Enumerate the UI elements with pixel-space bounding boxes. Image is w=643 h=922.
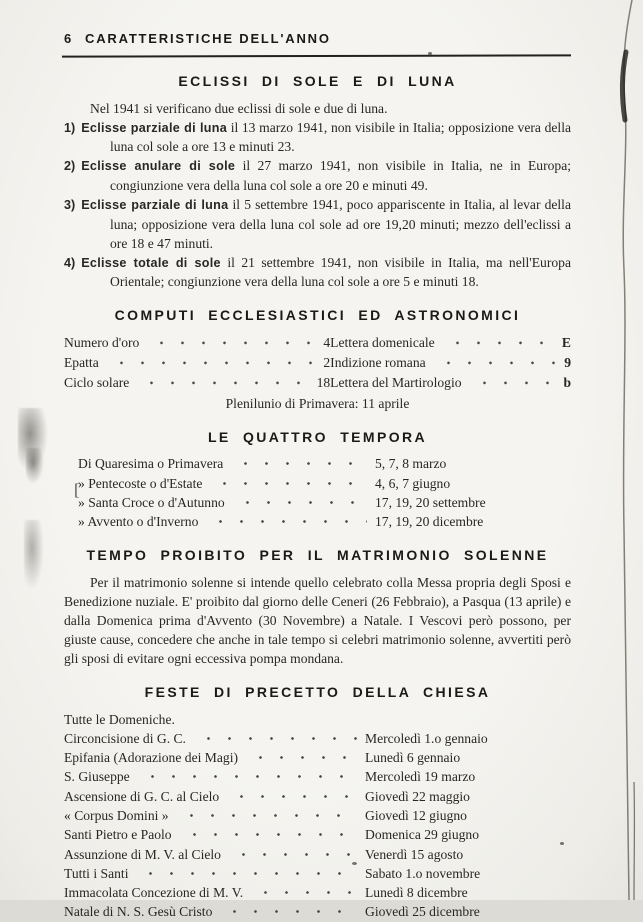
dot-leader [233, 493, 367, 512]
plenilunio-note: Plenilunio di Primavera: 11 aprile [225, 395, 410, 411]
dot-leader [251, 883, 357, 902]
eclipse-entry-type: Eclisse totale di sole [81, 255, 221, 270]
dot-leader [138, 767, 357, 786]
feast-label: Tutti i Santi [64, 865, 129, 881]
feast-label: « Corpus Domini » [64, 807, 169, 823]
tempora-label: » Avvento o d'Inverno [78, 514, 199, 530]
computi-value: 9 [564, 354, 571, 370]
computi-value: 2 [323, 354, 331, 370]
tempora-row [64, 512, 571, 531]
feast-day: Lunedì 8 dicembre [365, 885, 468, 901]
stray-bracket-mark: [ [74, 480, 80, 499]
tempora-label: » Pentecoste o d'Estate [78, 475, 203, 491]
feast-row [64, 767, 571, 786]
tempora-dates: 5, 7, 8 marzo [375, 456, 447, 472]
computi-row [64, 333, 571, 353]
section-matrimonio [64, 546, 571, 668]
eclipse-entry-number: 1) [64, 120, 76, 135]
dot-leader [246, 748, 357, 767]
feast-row [64, 825, 571, 844]
feast-label: Natale di N. S. Gesù Cristo [64, 904, 213, 920]
section-title-feste: FESTE DI PRECETTO DELLA CHIESA [144, 684, 491, 701]
section-title-computi: COMPUTI ECCLESIASTICI ED ASTRONOMICI [114, 307, 521, 324]
dot-leader [220, 902, 357, 921]
feast-row [64, 748, 571, 767]
computi-label: Numero d'oro [64, 335, 140, 351]
computi-cell-right [330, 333, 571, 353]
eclipse-entry [64, 118, 571, 157]
computi-value: b [563, 374, 571, 390]
computi-cell-right [330, 373, 571, 393]
computi-value: E [561, 335, 571, 351]
page-number: 6 [64, 31, 74, 46]
feast-day: Domenica 29 giugno [365, 827, 480, 843]
dot-leader [227, 787, 357, 806]
section-eclissi [64, 72, 571, 291]
tempora-row [64, 474, 571, 493]
eclipse-entry-text: il 21 settembre 1941, non visibile in Italia, ma nell'Europa Orientale; congiunzione vera della luna col sole a ore 5 e minuti 18. [110, 254, 571, 290]
dot-leader [180, 825, 357, 844]
eclipse-entry-text: il 13 marzo 1941, non visibile in Italia; opposizione vera della luna col sole a ore 13 e minuti 23. [110, 119, 572, 155]
computi-cell-right [330, 353, 571, 373]
dot-leader [147, 333, 315, 353]
feast-day: Venerdì 15 agosto [365, 846, 464, 862]
feast-row [64, 902, 571, 921]
feast-row [64, 729, 571, 748]
eclipse-entry-type: Eclisse anulare di sole [81, 159, 236, 174]
section-tempora [64, 428, 571, 532]
tempora-row [64, 454, 571, 473]
section-title-eclissi: ECLISSI DI SOLE E DI LUNA [178, 73, 457, 90]
dot-leader [177, 806, 357, 825]
feast-row [64, 806, 571, 825]
running-head [64, 30, 571, 48]
computi-label: Epatta [64, 354, 99, 370]
feast-row [64, 845, 571, 864]
computi-label: Indizione romana [330, 354, 426, 370]
eclipse-entry [64, 195, 571, 253]
matrimonio-body: Per il matrimonio solenne si intende quello celebrato colla Messa propria degli Sposi e Benedizione nuziale. E' proibito dal giorno delle Ceneri (26 Febbraio), a Pasqua (13 aprile) e dalla Domenica prima d'Avvento (30 Novembre) a Natale. I Vescovi però possono, per giuste cause, concedere che anche in tale tempo si celebri matrimonio solenne, avvertiti però gli sposi di evitare ogni eccessiva pompa mondana. [64, 575, 571, 667]
feast-label: Immacolata Concezione di M. V. [64, 885, 244, 901]
dot-leader [136, 864, 357, 883]
dot-leader [107, 353, 316, 373]
section-title-tempora: LE QUATTRO TEMPORA [207, 428, 428, 445]
eclipse-entry-text: il 27 marzo 1941, non visibile in Italia, ne in Europa; congiunzione vera della luna col sole a ore 20 e minuti 49. [110, 158, 572, 194]
computi-cell-left [64, 373, 330, 393]
feast-label: S. Giuseppe [64, 769, 130, 785]
computi-value: 4 [323, 335, 331, 351]
dot-leader [194, 729, 357, 748]
dot-leader [137, 373, 308, 393]
eclipse-entry-number: 4) [64, 255, 76, 270]
eclipse-entry-type: Eclisse parziale di luna [81, 198, 229, 213]
tempora-dates: 17, 19, 20 settembre [375, 494, 486, 510]
feast-day: Mercoledì 19 marzo [365, 769, 476, 785]
eclipse-entry [64, 156, 571, 195]
eclipse-entry-text: il 5 settembre 1941, poco appariscente in Italia, al levar della luna; opposizione vera della luna col sole ad ore 19,20 minuti; mezzo dell'eclissi a ore 18 e 47 minuti. [110, 197, 571, 251]
feast-day: Giovedì 12 giugno [365, 807, 467, 823]
dot-leader [206, 512, 367, 531]
feast-row [64, 883, 571, 902]
dot-leader [470, 373, 556, 393]
eclipse-list [64, 118, 571, 292]
feast-day: Giovedì 25 dicembre [365, 904, 480, 920]
computi-cell-left [64, 333, 330, 353]
feast-label: Assunzione di M. V. al Cielo [64, 846, 221, 862]
computi-value: 18 [316, 374, 331, 390]
tempora-label: Di Quaresima o Primavera [78, 456, 224, 472]
section-title-matrimonio: TEMPO PROIBITO PER IL MATRIMONIO SOLENNE [86, 547, 549, 564]
dot-leader [231, 454, 367, 473]
section-feste [64, 683, 571, 922]
eclipse-entry [64, 253, 571, 292]
feast-label: Circoncisione di G. C. [64, 730, 186, 746]
computi-label: Lettera del Martirologio [330, 374, 462, 390]
tempora-dates: 17, 19, 20 dicembre [375, 514, 484, 530]
dot-leader [434, 353, 557, 373]
feast-day: Sabato 1.o novembre [365, 865, 481, 881]
dot-leader [443, 333, 554, 353]
feast-day: Giovedì 22 maggio [365, 788, 470, 804]
feast-day: Lunedì 6 gennaio [365, 750, 461, 766]
eclissi-intro: Nel 1941 si verificano due eclissi di sole e due di luna. [90, 100, 388, 116]
feste-intro: Tutte le Domeniche. [64, 711, 175, 727]
computi-row [64, 373, 571, 393]
feast-row [64, 787, 571, 806]
feast-label: Epifania (Adorazione dei Magi) [64, 750, 239, 766]
feast-day: Mercoledì 1.o gennaio [365, 730, 488, 746]
dot-leader [210, 474, 367, 493]
tempora-dates: 4, 6, 7 giugno [375, 475, 451, 491]
section-computi [64, 306, 571, 412]
computi-table [64, 333, 571, 393]
feast-label: Ascensione di G. C. al Cielo [64, 788, 220, 804]
tempora-list [64, 454, 571, 531]
eclipse-entry-number: 3) [64, 198, 76, 213]
computi-cell-left [64, 353, 330, 373]
computi-label: Ciclo solare [64, 374, 130, 390]
dot-leader [229, 845, 357, 864]
tempora-label: » Santa Croce o d'Autunno [78, 494, 225, 510]
feste-list [64, 729, 571, 922]
eclipse-entry-number: 2) [64, 159, 76, 174]
running-title: CARATTERISTICHE DELL'ANNO [85, 31, 331, 46]
header-rule [62, 55, 571, 58]
feast-row [64, 864, 571, 883]
feast-label: Santi Pietro e Paolo [64, 827, 172, 843]
computi-row [64, 353, 571, 373]
eclipse-entry-type: Eclisse parziale di luna [81, 120, 228, 135]
computi-label: Lettera domenicale [330, 335, 435, 351]
tempora-row [64, 493, 571, 512]
